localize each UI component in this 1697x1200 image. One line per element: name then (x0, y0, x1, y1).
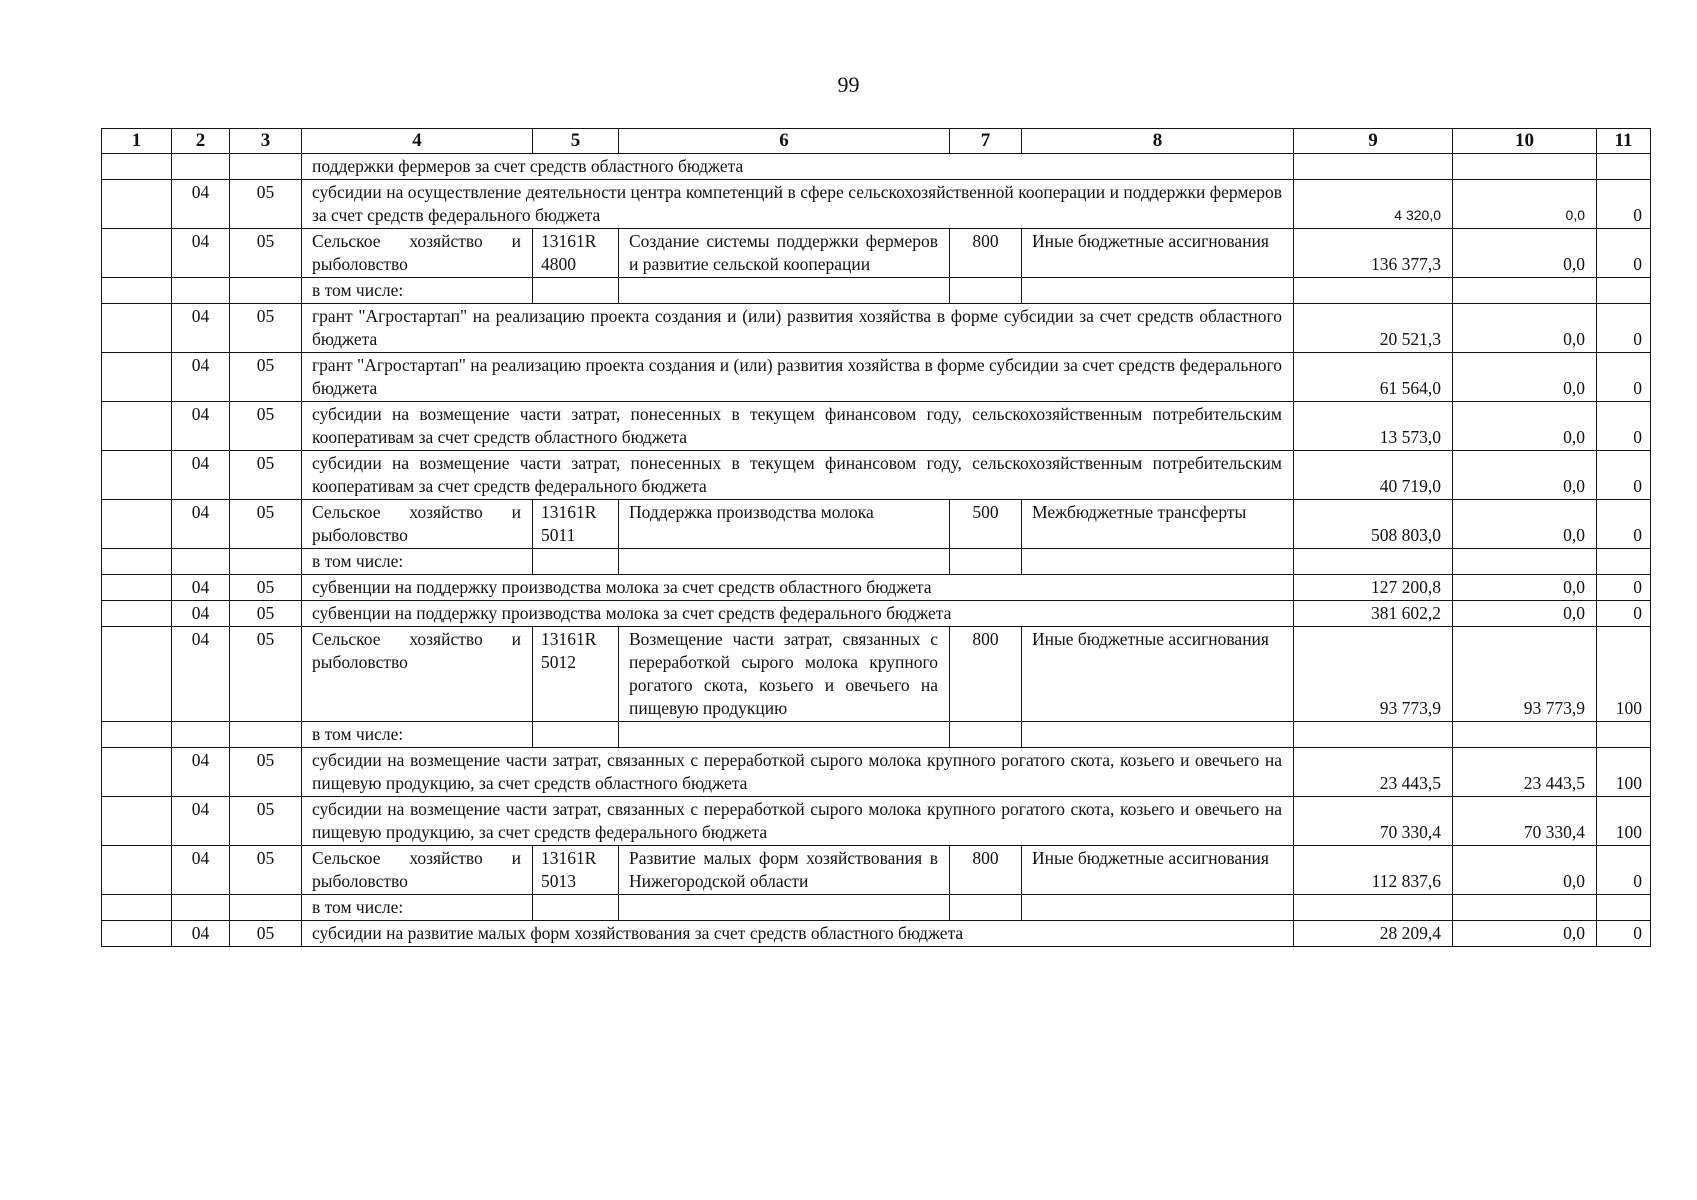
cell-col9 (1294, 722, 1453, 748)
cell-col1 (102, 895, 172, 921)
cell-execution-percent: 0 (1597, 402, 1651, 451)
cell-col7 (950, 549, 1022, 575)
column-header-6: 6 (619, 129, 950, 154)
cell-col1 (102, 180, 172, 229)
cell-subsection: 05 (230, 229, 302, 278)
cell-executed-amount (1453, 154, 1597, 180)
cell-target-code: 13161R 4800 (533, 229, 619, 278)
subsidy-row (102, 353, 1651, 402)
cell-description: субсидии на возмещение части затрат, связанных с переработкой сырого молока крупного рогатого скота, козьего и овечьего на пищевую продукцию, за счет средств федерального бюджета (302, 797, 1294, 846)
cell-subsection: 05 (230, 304, 302, 353)
cell-planned-amount: 70 330,4 (1294, 797, 1453, 846)
cell-col1 (102, 154, 172, 180)
cell-col1 (102, 601, 172, 627)
cell-execution-percent: 0 (1597, 229, 1651, 278)
cell-col7 (950, 722, 1022, 748)
cell-subsection (230, 278, 302, 304)
subtotal-label-row (102, 895, 1651, 921)
cell-execution-percent (1597, 154, 1651, 180)
cell-subsection (230, 154, 302, 180)
cell-planned-amount: 93 773,9 (1294, 627, 1453, 722)
cell-subsection: 05 (230, 846, 302, 895)
cell-executed-amount: 0,0 (1453, 601, 1597, 627)
cell-col10 (1453, 895, 1597, 921)
column-header-10: 10 (1453, 129, 1597, 154)
cell-execution-percent: 0 (1597, 451, 1651, 500)
cell-expense-type-code: 500 (950, 500, 1022, 549)
cell-col10 (1453, 722, 1597, 748)
program-row (102, 229, 1651, 278)
cell-col1 (102, 797, 172, 846)
cell-col8 (1022, 278, 1294, 304)
cell-planned-amount: 136 377,3 (1294, 229, 1453, 278)
cell-executed-amount: 0,0 (1453, 180, 1597, 229)
cell-section (172, 722, 230, 748)
cell-description: субсидии на возмещение части затрат, понесенных в текущем финансовом году, сельскохозяйственным потребительским кооперативам за счет средств федерального бюджета (302, 451, 1294, 500)
cell-col11 (1597, 549, 1651, 575)
cell-section: 04 (172, 797, 230, 846)
cell-section: 04 (172, 627, 230, 722)
cell-executed-amount: 0,0 (1453, 353, 1597, 402)
cell-section: 04 (172, 451, 230, 500)
cell-section-name: Сельское хозяйство и рыболовство (302, 846, 533, 895)
cell-planned-amount: 23 443,5 (1294, 748, 1453, 797)
cell-col6 (619, 722, 950, 748)
subsidy-row (102, 921, 1651, 947)
cell-execution-percent: 100 (1597, 797, 1651, 846)
cell-col8 (1022, 549, 1294, 575)
including-label: в том числе: (302, 722, 533, 748)
cell-col1 (102, 549, 172, 575)
subsidy-row (102, 154, 1651, 180)
cell-section: 04 (172, 229, 230, 278)
cell-section-name: Сельское хозяйство и рыболовство (302, 627, 533, 722)
cell-col6 (619, 895, 950, 921)
cell-planned-amount: 13 573,0 (1294, 402, 1453, 451)
cell-section (172, 549, 230, 575)
cell-subsection: 05 (230, 797, 302, 846)
cell-executed-amount: 0,0 (1453, 451, 1597, 500)
cell-section: 04 (172, 500, 230, 549)
column-header-9: 9 (1294, 129, 1453, 154)
cell-section: 04 (172, 402, 230, 451)
cell-subsection: 05 (230, 353, 302, 402)
cell-description: субвенции на поддержку производства молока за счет средств областного бюджета (302, 575, 1294, 601)
cell-expense-type-name: Межбюджетные трансферты (1022, 500, 1294, 549)
cell-subsection (230, 549, 302, 575)
cell-col10 (1453, 549, 1597, 575)
cell-execution-percent: 0 (1597, 500, 1651, 549)
cell-col7 (950, 895, 1022, 921)
subtotal-label-row (102, 278, 1651, 304)
cell-col11 (1597, 895, 1651, 921)
cell-description: субвенции на поддержку производства молока за счет средств федерального бюджета (302, 601, 1294, 627)
cell-subsection: 05 (230, 627, 302, 722)
column-header-2: 2 (172, 129, 230, 154)
cell-executed-amount: 70 330,4 (1453, 797, 1597, 846)
cell-execution-percent: 0 (1597, 846, 1651, 895)
cell-executed-amount: 0,0 (1453, 304, 1597, 353)
column-header-3: 3 (230, 129, 302, 154)
cell-section-name: Сельское хозяйство и рыболовство (302, 500, 533, 549)
cell-section (172, 278, 230, 304)
cell-executed-amount: 23 443,5 (1453, 748, 1597, 797)
cell-target-code: 13161R 5012 (533, 627, 619, 722)
subtotal-label-row (102, 722, 1651, 748)
cell-subsection: 05 (230, 748, 302, 797)
cell-col5 (533, 549, 619, 575)
cell-target-code: 13161R 5011 (533, 500, 619, 549)
cell-execution-percent: 0 (1597, 304, 1651, 353)
cell-planned-amount: 127 200,8 (1294, 575, 1453, 601)
cell-col9 (1294, 549, 1453, 575)
cell-col1 (102, 921, 172, 947)
cell-col5 (533, 278, 619, 304)
cell-execution-percent: 100 (1597, 627, 1651, 722)
cell-subsection: 05 (230, 500, 302, 549)
including-label: в том числе: (302, 895, 533, 921)
cell-executed-amount: 93 773,9 (1453, 627, 1597, 722)
program-row (102, 846, 1651, 895)
cell-planned-amount: 20 521,3 (1294, 304, 1453, 353)
cell-expense-type-name: Иные бюджетные ассигнования (1022, 846, 1294, 895)
subsidy-row (102, 180, 1651, 229)
cell-subsection (230, 722, 302, 748)
subsidy-row (102, 601, 1651, 627)
cell-subsection (230, 895, 302, 921)
cell-executed-amount: 0,0 (1453, 575, 1597, 601)
cell-program-name: Поддержка производства молока (619, 500, 950, 549)
program-row (102, 627, 1651, 722)
cell-col6 (619, 549, 950, 575)
cell-execution-percent: 0 (1597, 601, 1651, 627)
cell-executed-amount: 0,0 (1453, 229, 1597, 278)
cell-col1 (102, 304, 172, 353)
cell-subsection: 05 (230, 180, 302, 229)
subsidy-row (102, 575, 1651, 601)
cell-col9 (1294, 895, 1453, 921)
including-label: в том числе: (302, 278, 533, 304)
subtotal-label-row (102, 549, 1651, 575)
cell-section: 04 (172, 575, 230, 601)
cell-section: 04 (172, 304, 230, 353)
cell-executed-amount: 0,0 (1453, 500, 1597, 549)
cell-expense-type-name: Иные бюджетные ассигнования (1022, 627, 1294, 722)
cell-col1 (102, 846, 172, 895)
cell-expense-type-code: 800 (950, 229, 1022, 278)
cell-planned-amount: 61 564,0 (1294, 353, 1453, 402)
cell-expense-type-name: Иные бюджетные ассигнования (1022, 229, 1294, 278)
cell-planned-amount: 381 602,2 (1294, 601, 1453, 627)
subsidy-row (102, 451, 1651, 500)
cell-section: 04 (172, 921, 230, 947)
cell-execution-percent: 0 (1597, 180, 1651, 229)
cell-col1 (102, 402, 172, 451)
cell-col1 (102, 229, 172, 278)
cell-expense-type-code: 800 (950, 627, 1022, 722)
cell-col11 (1597, 722, 1651, 748)
subsidy-row (102, 748, 1651, 797)
subsidy-row (102, 402, 1651, 451)
cell-subsection: 05 (230, 601, 302, 627)
cell-execution-percent: 0 (1597, 353, 1651, 402)
cell-program-name: Возмещение части затрат, связанных с переработкой сырого молока крупного рогатого скота, козьего и овечьего на пищевую продукцию (619, 627, 950, 722)
cell-subsection: 05 (230, 402, 302, 451)
cell-program-name: Создание системы поддержки фермеров и развитие сельской кооперации (619, 229, 950, 278)
cell-col8 (1022, 722, 1294, 748)
cell-description: субсидии на развитие малых форм хозяйствования за счет средств областного бюджета (302, 921, 1294, 947)
cell-planned-amount: 28 209,4 (1294, 921, 1453, 947)
cell-description: субсидии на возмещение части затрат, связанных с переработкой сырого молока крупного рогатого скота, козьего и овечьего на пищевую продукцию, за счет средств областного бюджета (302, 748, 1294, 797)
cell-program-name: Развитие малых форм хозяйствования в Нижегородской области (619, 846, 950, 895)
cell-target-code: 13161R 5013 (533, 846, 619, 895)
cell-col9 (1294, 278, 1453, 304)
cell-section: 04 (172, 748, 230, 797)
cell-subsection: 05 (230, 575, 302, 601)
cell-col1 (102, 627, 172, 722)
cell-executed-amount: 0,0 (1453, 921, 1597, 947)
cell-execution-percent: 0 (1597, 921, 1651, 947)
cell-section (172, 895, 230, 921)
cell-section-name: Сельское хозяйство и рыболовство (302, 229, 533, 278)
cell-section (172, 154, 230, 180)
cell-section: 04 (172, 846, 230, 895)
cell-col1 (102, 500, 172, 549)
cell-col10 (1453, 278, 1597, 304)
cell-executed-amount: 0,0 (1453, 402, 1597, 451)
column-header-7: 7 (950, 129, 1022, 154)
cell-col1 (102, 722, 172, 748)
cell-execution-percent: 100 (1597, 748, 1651, 797)
cell-description: грант "Агростартап" на реализацию проекта создания и (или) развития хозяйства в форме субсидии за счет средств федерального бюджета (302, 353, 1294, 402)
cell-description: субсидии на осуществление деятельности центра компетенций в сфере сельскохозяйственной кооперации и поддержки фермеров за счет средств федерального бюджета (302, 180, 1294, 229)
cell-planned-amount: 112 837,6 (1294, 846, 1453, 895)
cell-section: 04 (172, 180, 230, 229)
column-header-4: 4 (302, 129, 533, 154)
cell-col5 (533, 895, 619, 921)
budget-table (101, 128, 1651, 947)
cell-col11 (1597, 278, 1651, 304)
cell-planned-amount: 4 320,0 (1294, 180, 1453, 229)
cell-planned-amount: 508 803,0 (1294, 500, 1453, 549)
cell-col6 (619, 278, 950, 304)
cell-planned-amount: 40 719,0 (1294, 451, 1453, 500)
program-row (102, 500, 1651, 549)
cell-executed-amount: 0,0 (1453, 846, 1597, 895)
table-body (102, 154, 1651, 947)
cell-planned-amount (1294, 154, 1453, 180)
cell-description: поддержки фермеров за счет средств областного бюджета (302, 154, 1294, 180)
cell-col1 (102, 451, 172, 500)
subsidy-row (102, 797, 1651, 846)
cell-col7 (950, 278, 1022, 304)
column-header-1: 1 (102, 129, 172, 154)
column-header-11: 11 (1597, 129, 1651, 154)
cell-col1 (102, 575, 172, 601)
cell-col1 (102, 748, 172, 797)
table-header-row (102, 129, 1651, 154)
cell-col5 (533, 722, 619, 748)
cell-col1 (102, 278, 172, 304)
cell-subsection: 05 (230, 451, 302, 500)
cell-description: грант "Агростартап" на реализацию проекта создания и (или) развития хозяйства в форме субсидии за счет средств областного бюджета (302, 304, 1294, 353)
cell-col8 (1022, 895, 1294, 921)
cell-subsection: 05 (230, 921, 302, 947)
column-header-8: 8 (1022, 129, 1294, 154)
page-number: 99 (837, 72, 860, 97)
cell-section: 04 (172, 601, 230, 627)
column-header-5: 5 (533, 129, 619, 154)
cell-section: 04 (172, 353, 230, 402)
cell-expense-type-code: 800 (950, 846, 1022, 895)
cell-col1 (102, 353, 172, 402)
cell-description: субсидии на возмещение части затрат, понесенных в текущем финансовом году, сельскохозяйственным потребительским кооперативам за счет средств областного бюджета (302, 402, 1294, 451)
cell-execution-percent: 0 (1597, 575, 1651, 601)
including-label: в том числе: (302, 549, 533, 575)
subsidy-row (102, 304, 1651, 353)
